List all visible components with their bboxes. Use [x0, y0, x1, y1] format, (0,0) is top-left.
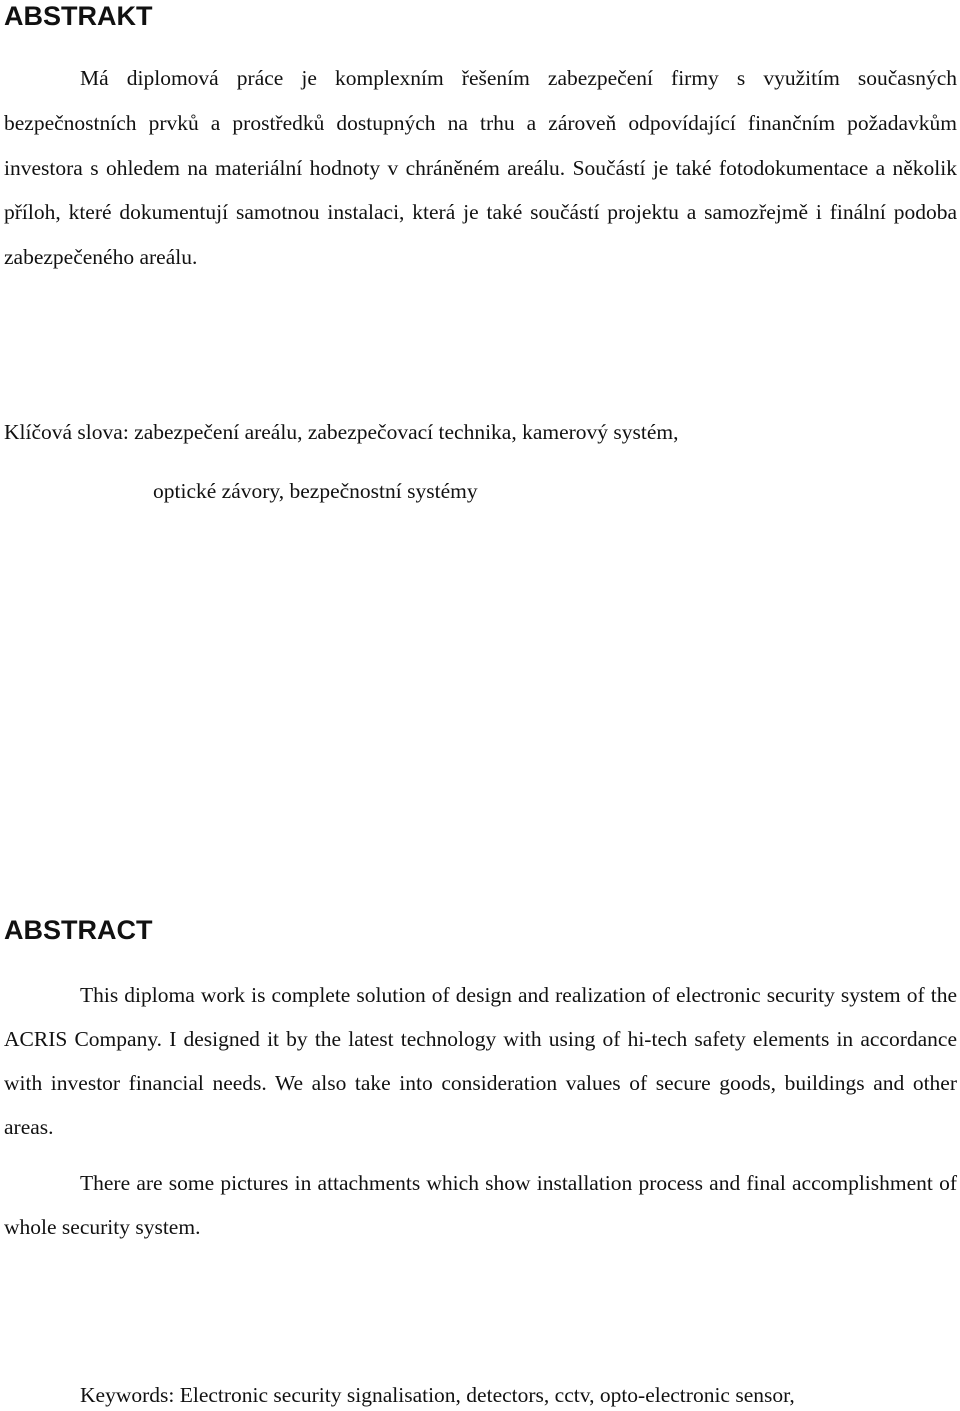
abstrakt-keywords-line-2: optické závory, bezpečnostní systémy	[153, 479, 478, 503]
abstrakt-keywords-line-1: Klíčová slova: zabezpečení areálu, zabezpečovací technika, kamerový systém,	[4, 420, 679, 444]
abstrakt-paragraph: Má diplomová práce je komplexním řešením zabezpečení firmy s využitím současných bezpečnostních prvků a prostředků dostupných na trhu a zároveň odpovídající finančním požadavkům investora s ohledem na materiální hodnoty v chráněném areálu. Součástí je také fotodokumentace a několik příloh, které dokumentují samotnou instalaci, která je také součástí projektu a samozřejmě i finální podoba zabezpečeného areálu.	[4, 66, 957, 270]
abstract-keywords-line-1: Keywords: Electronic security signalisation, detectors, cctv, opto-electronic sensor,	[80, 1383, 795, 1407]
abstrakt-heading: ABSTRAKT	[4, 1, 153, 31]
abstract-heading: ABSTRACT	[4, 915, 153, 945]
abstract-paragraph-1: This diploma work is complete solution of design and realization of electronic security system of the ACRIS Company. I designed it by the latest technology with using of hi-tech safety elements in accordance with investor financial needs. We also take into consideration values of secure goods, buildings and other areas.	[4, 983, 957, 1139]
abstract-paragraph-2: There are some pictures in attachments which show installation process and final accomplishment of whole security system.	[4, 1171, 957, 1239]
